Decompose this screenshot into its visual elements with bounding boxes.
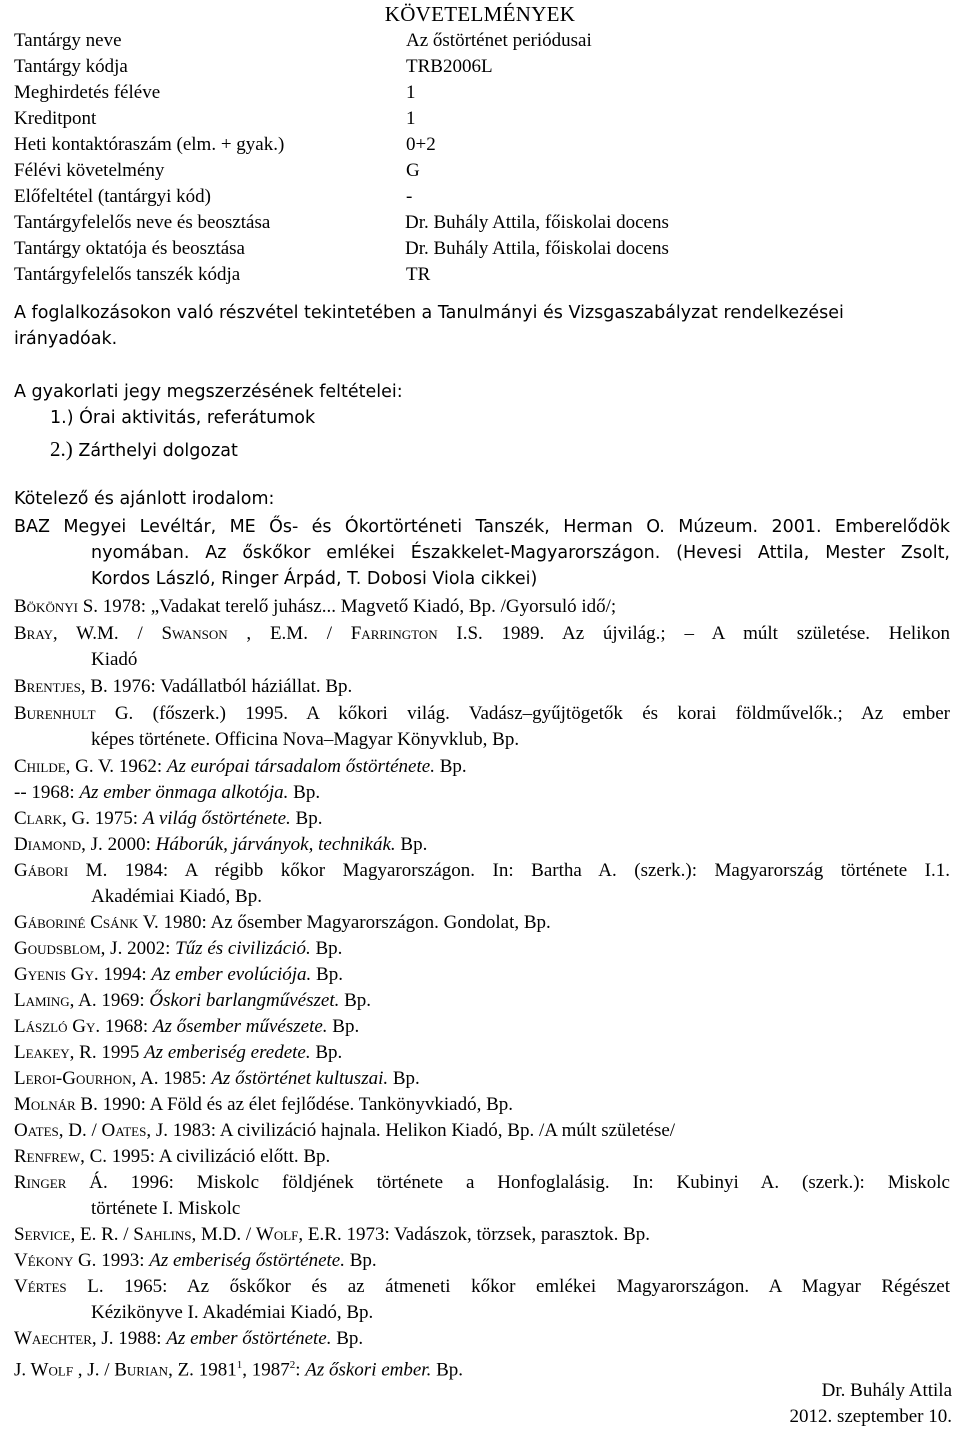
info-label: Tantárgy neve: [14, 30, 122, 51]
reference-title: Az őskori ember.: [305, 1359, 432, 1381]
reference-text: 1988:: [113, 1328, 167, 1349]
reference-item: [14, 1248, 950, 1274]
reference-item: [14, 1014, 950, 1040]
reference-text: 1976: Vadállatból háziállat. Bp.: [107, 676, 353, 697]
reference-title: Az ember őstörténete.: [166, 1328, 332, 1349]
info-row: [14, 28, 954, 54]
reference-title: Az ősember művészete.: [152, 1016, 328, 1037]
reference-text: 1968:: [100, 1016, 153, 1037]
info-value: 0+2: [406, 134, 436, 155]
info-label: Meghirdetés féléve: [14, 82, 161, 103]
reference-item: [14, 1222, 950, 1248]
reference-item: [14, 701, 950, 753]
reference-text: Bp.: [395, 834, 428, 855]
reference-author: Gáboriné Csánk V.: [14, 912, 159, 933]
info-label: Előfeltétel (tantárgyi kód): [14, 186, 211, 207]
info-value: 1: [406, 82, 416, 103]
reference-author: Sahlins, M.D.: [133, 1224, 242, 1245]
reference-author: Farrington: [350, 623, 438, 644]
reference-text: 1995: A civilizáció előtt. Bp.: [107, 1146, 331, 1167]
reference-text: Akadémiai Kiadó, Bp.: [91, 886, 262, 907]
reference-author: Leroi-Gourhon, A.: [14, 1068, 159, 1089]
attendance-note: [14, 300, 944, 352]
reference-author: Service, E. R.: [14, 1224, 119, 1245]
reference-title: A világ őstörténete.: [142, 808, 291, 829]
reference-item: [14, 1092, 950, 1118]
reference-text: /: [241, 1224, 256, 1245]
reference-text: nyomában. Az őskőkor emlékei Északkelet-Magyarországon. (Hevesi Attila, Mester Zsolt,: [91, 543, 950, 563]
reference-item: [14, 754, 950, 780]
reference-text: Bp.: [327, 1016, 360, 1037]
info-row: [14, 106, 954, 132]
reference-text: Bp.: [288, 782, 321, 803]
reference-item: [14, 910, 950, 936]
reference-author: J. Wolf: [14, 1359, 74, 1381]
reference-text: Bp.: [431, 1359, 464, 1381]
signature-name: Dr. Buhály Attila: [821, 1380, 952, 1401]
reference-title: Őskori barlangművészet.: [149, 990, 340, 1011]
info-value: G: [406, 160, 420, 181]
reference-author: Waechter, J.: [14, 1328, 114, 1349]
info-row: [14, 262, 954, 288]
reference-text: Bp.: [290, 808, 323, 829]
reference-author: Burenhult G.: [14, 703, 134, 724]
reference-item: [14, 594, 950, 620]
info-row: [14, 132, 954, 158]
reference-item: [14, 1352, 950, 1383]
reference-text: 1969:: [96, 990, 150, 1011]
info-label: Tantárgyfelelős tanszék kódja: [14, 264, 241, 285]
reference-text: -- 1968:: [14, 782, 80, 803]
reference-text: 1984: A régibb kőkor Magyarországon. In: Bartha A. (szerk.): Magyarország története I.1.: [107, 860, 951, 881]
reference-item: [14, 936, 950, 962]
reference-title: Az emberiség eredete.: [144, 1042, 311, 1063]
reference-text: , 1987: [242, 1359, 290, 1381]
reference-text: 1993:: [96, 1250, 150, 1271]
reference-item: [14, 1170, 950, 1222]
info-value: Dr. Buhály Attila, főiskolai docens: [405, 238, 669, 259]
reference-author: Wolf, E.R.: [255, 1224, 342, 1245]
reference-title: Háborúk, járványok, technikák.: [155, 834, 396, 855]
reference-text: 1962:: [114, 756, 167, 777]
info-row: [14, 210, 954, 236]
reference-title: Az őstörténet kultuszai.: [211, 1068, 389, 1089]
reference-item: [14, 674, 950, 700]
reference-text: Bp.: [310, 1042, 343, 1063]
reference-item: [14, 806, 950, 832]
reference-text: 1990: A Föld és az élet fejlődése. Tankönyvkiadó, Bp.: [97, 1094, 514, 1115]
info-label: Heti kontaktóraszám (elm. + gyak.): [14, 134, 285, 155]
attendance-line: A foglalkozásokon való részvétel tekintetében a Tanulmányi és Vizsgaszabályzat rendelkezései: [14, 303, 844, 323]
reference-author: Brentjes, B.: [14, 676, 108, 697]
signature-date: 2012. szeptember 10.: [789, 1406, 952, 1427]
reference-text: története I. Miskolc: [91, 1198, 241, 1219]
reference-text: 1985:: [158, 1068, 212, 1089]
reference-title: Az ember önmaga alkotója.: [79, 782, 289, 803]
reference-item: [14, 1066, 950, 1092]
reference-author: Diamond, J.: [14, 834, 103, 855]
reference-title: Az ember evolúciója.: [151, 964, 312, 985]
requirement-number: 2.): [50, 437, 73, 461]
reference-item: [14, 621, 950, 673]
reference-author: Gyenis Gy.: [14, 964, 99, 985]
reference-item: [14, 1040, 950, 1066]
reference-text: Bp.: [339, 990, 372, 1011]
reference-author: Vékony G.: [14, 1250, 97, 1271]
reference-author: Childe, G. V.: [14, 756, 115, 777]
reference-superscript: 1: [236, 1359, 243, 1371]
reference-text: 1973: Vadászok, törzsek, parasztok. Bp.: [341, 1224, 651, 1245]
reference-author: Gábori M.: [14, 860, 108, 881]
reference-author: Oates, J.: [101, 1120, 168, 1141]
reference-author: Oates, D.: [14, 1120, 87, 1141]
reference-text: /: [86, 1120, 102, 1141]
reference-text: 1983: A civilizáció hajnala. Helikon Kiadó, Bp. /A múlt születése/: [167, 1120, 676, 1141]
reference-author: Bökönyi S.: [14, 596, 99, 617]
reference-text: 1994:: [98, 964, 152, 985]
info-label: Félévi követelmény: [14, 160, 165, 181]
reference-author: Vértes L.: [14, 1276, 104, 1297]
reference-text: 1981: [193, 1359, 237, 1381]
info-label: Tantárgyfelelős neve és beosztása: [14, 212, 271, 233]
reference-superscript: 2: [289, 1359, 296, 1371]
reference-text: Bp.: [434, 756, 467, 777]
reference-text: 1965: Az őskőkor és az átmeneti kőkor emlékei Magyarországon. A Magyar Régészet: [103, 1276, 950, 1297]
reference-title: Tűz és civilizáció.: [175, 938, 311, 959]
reference-author: Molnár B.: [14, 1094, 98, 1115]
requirement-item: [50, 405, 315, 431]
reference-item: [14, 780, 950, 806]
info-value: Dr. Buhály Attila, főiskolai docens: [405, 212, 669, 233]
reference-text: képes története. Officina Nova–Magyar Könyvklub, Bp.: [91, 729, 520, 750]
info-value: Az őstörténet periódusai: [406, 30, 592, 51]
reference-author: Leakey, R.: [14, 1042, 97, 1063]
info-value: TRB2006L: [406, 56, 493, 77]
reference-text: , E.M. /: [227, 623, 351, 644]
reference-author: Laming, A.: [14, 990, 97, 1011]
info-row: [14, 80, 954, 106]
reference-author: Goudsblom, J.: [14, 938, 123, 959]
info-label: Tantárgy kódja: [14, 56, 128, 77]
requirements-heading: A gyakorlati jegy megszerzésének feltételei:: [14, 382, 403, 402]
reference-text: I.S. 1989. Az újvilág.; – A múlt születése. Helikon: [437, 623, 950, 644]
reference-text: /: [118, 623, 162, 644]
reference-item: [14, 514, 950, 592]
requirement-number: 1.): [50, 408, 74, 428]
info-label: Kreditpont: [14, 108, 97, 129]
reference-item: [14, 1144, 950, 1170]
reference-author: Renfrew, C.: [14, 1146, 108, 1167]
info-value: -: [406, 186, 413, 207]
reference-item: [14, 1274, 950, 1326]
reference-text: 2000:: [102, 834, 156, 855]
requirement-text: Órai aktivitás, referátumok: [79, 408, 316, 428]
reference-item: [14, 1326, 950, 1352]
reference-item: [14, 858, 950, 910]
reference-text: Bp.: [331, 1328, 364, 1349]
reference-text: 1980: Az ősember Magyarországon. Gondolat, Bp.: [158, 912, 551, 933]
reference-text: Kiadó: [91, 649, 138, 670]
reference-text: 1996: Miskolc földjének története a Honfoglalásig. In: Kubinyi A. (szerk.): Miskolc: [107, 1172, 950, 1193]
requirement-item: [50, 436, 238, 464]
reference-text: 1975:: [90, 808, 143, 829]
reference-text: Bp.: [388, 1068, 420, 1089]
document-title: KÖVETELMÉNYEK: [384, 2, 576, 26]
reference-text: 1978: „Vadakat terelő juhász... Magvető Kiadó, Bp. /Gyorsuló idő/;: [98, 596, 617, 617]
info-label: Tantárgy oktatója és beosztása: [14, 238, 245, 259]
reference-text: Bp.: [344, 1250, 377, 1271]
literature-heading: Kötelező és ajánlott irodalom:: [14, 489, 275, 509]
info-value: TR: [406, 264, 431, 285]
reference-author: László Gy.: [14, 1016, 101, 1037]
requirement-text: Zárthelyi dolgozat: [78, 441, 238, 461]
reference-title: Az európai társadalom őstörténete.: [166, 756, 435, 777]
reference-author: Burian, Z.: [114, 1359, 194, 1381]
reference-text: BAZ Megyei Levéltár, ME Ős- és Ókortörténeti Tanszék, Herman O. Múzeum. 2001. Emberelődök: [14, 517, 950, 537]
reference-author: Clark, G.: [14, 808, 91, 829]
info-row: [14, 54, 954, 80]
reference-author: Swanson: [161, 623, 228, 644]
reference-text: Kézikönyve I. Akadémiai Kiadó, Bp.: [91, 1302, 374, 1323]
reference-text: Bp.: [310, 938, 343, 959]
attendance-line: irányadóak.: [14, 329, 118, 349]
info-row: [14, 236, 954, 262]
reference-item: [14, 988, 950, 1014]
reference-item: [14, 1118, 950, 1144]
reference-title: Az emberiség őstörténete.: [149, 1250, 345, 1271]
reference-text: Kordos László, Ringer Árpád, T. Dobosi Viola cikkei): [91, 569, 538, 589]
reference-item: [14, 962, 950, 988]
reference-author: Bray, W.M.: [14, 623, 119, 644]
reference-author: Ringer Á.: [14, 1172, 108, 1193]
reference-text: 1995: [96, 1042, 145, 1063]
reference-text: :: [295, 1359, 306, 1381]
reference-text: /: [118, 1224, 134, 1245]
reference-text: Bp.: [311, 964, 343, 985]
info-row: [14, 184, 954, 210]
reference-text: 2002:: [122, 938, 176, 959]
reference-text: (főszerk.) 1995. A kőkori világ. Vadász–gyűjtögetők és korai földművelők.; Az ember: [133, 703, 950, 724]
reference-text: , J. /: [73, 1359, 115, 1381]
info-value: 1: [406, 108, 416, 129]
reference-item: [14, 832, 950, 858]
info-row: [14, 158, 954, 184]
